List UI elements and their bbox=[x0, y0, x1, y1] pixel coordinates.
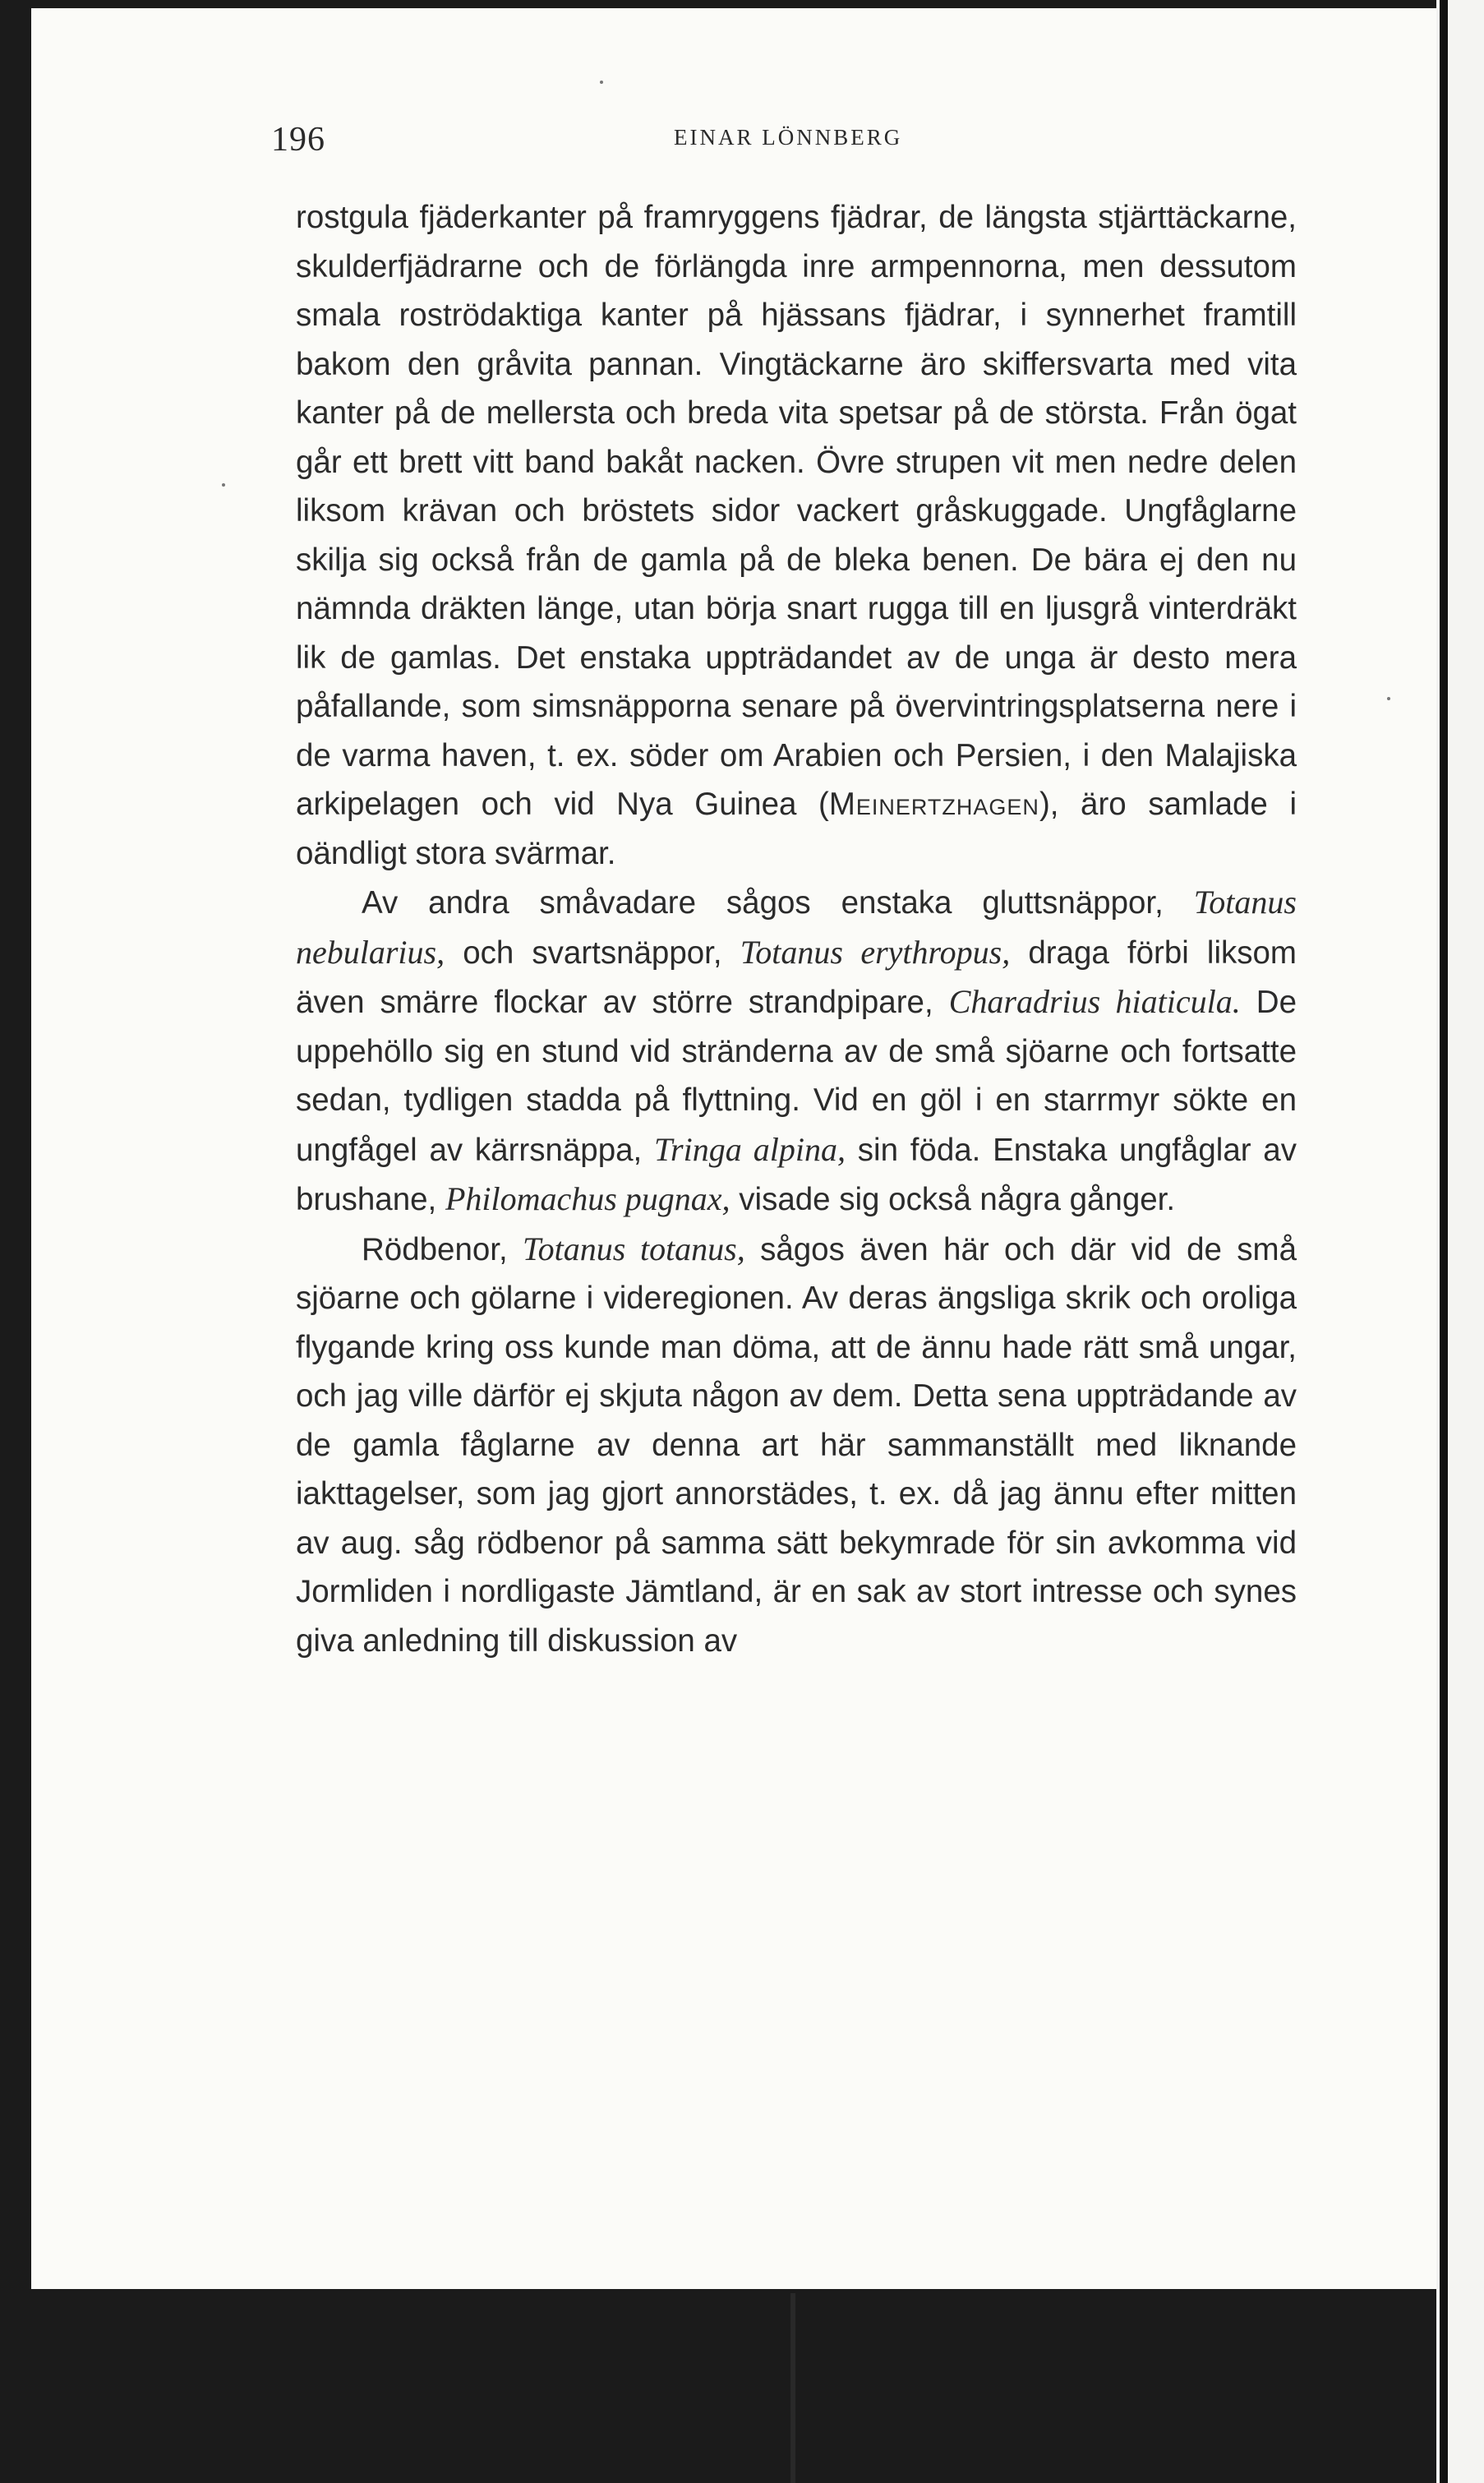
page-header bbox=[271, 115, 1175, 164]
dust-speck bbox=[600, 81, 603, 84]
scan-edge-shadow bbox=[1440, 0, 1448, 2483]
body-text bbox=[296, 193, 1297, 1665]
page-number: 196 bbox=[271, 121, 325, 159]
dust-speck bbox=[1387, 697, 1390, 700]
text-run: sågos även här och där vid de små sjöarne och gölarne i videregionen. Av deras ängsliga skrik och oroliga flygande kring oss kunde man döma, att de ännu hade rätt små ungar, och jag ville därför ej skjuta någon av dem. Detta sena uppträdande av de gamla fåglarne av denna art här sammanställt med liknande iakttagelser, som jag gjort annorstädes, t. ex. då jag ännu efter mitten av aug. såg rödbenor på samma sätt bekymrade för sin avkomma vid Jormliden i nordligaste Jämtland, är en sak av stort intresse och synes giva anledning till diskussion av bbox=[296, 1231, 1297, 1659]
dust-speck bbox=[222, 483, 225, 487]
paragraph bbox=[296, 1225, 1297, 1666]
taxon-name: Totanus nebularius, bbox=[296, 884, 1297, 971]
text-run: De uppehöllo sig en stund vid stränderna av de små sjöarne och fortsatte sedan, tydligen stadda på flyttning. Vid en göl i en starrmyr sökte en ungfågel av kärrsnäppa, bbox=[296, 985, 1297, 1168]
text-run: Av andra småvadare sågos enstaka gluttsnäppor, bbox=[362, 885, 1194, 921]
running-head: EINAR LÖNNBERG bbox=[674, 125, 903, 150]
taxon-name: Charadrius hiaticula. bbox=[948, 983, 1241, 1020]
author-name: Meinertzhagen bbox=[828, 787, 1039, 822]
taxon-name: Philomachus pugnax, bbox=[445, 1180, 730, 1217]
taxon-name: Totanus totanus, bbox=[523, 1230, 745, 1267]
text-run: Rödbenor, bbox=[362, 1231, 523, 1267]
paragraph bbox=[296, 193, 1297, 878]
text-run: sin föda. Enstaka ungfåglar av brushane, bbox=[296, 1132, 1297, 1217]
taxon-name: Totanus erythropus, bbox=[740, 933, 1011, 971]
text-run: draga förbi liksom även smärre flockar av större strandpipare, bbox=[296, 935, 1297, 1020]
text-run: och svartsnäppor, bbox=[445, 935, 740, 971]
scan-artifact bbox=[790, 2293, 795, 2483]
taxon-name: Tringa alpina, bbox=[653, 1130, 846, 1168]
paragraph bbox=[296, 878, 1297, 1225]
text-run: ), äro samlade i oändligt stora svärmar. bbox=[296, 787, 1297, 871]
text-run: visade sig också några gånger. bbox=[730, 1182, 1176, 1217]
text-run: rostgula fjäderkanter på framryggens fjädrar, de längsta stjärttäckarne, skulderfjädrarne och de förlängda inre armpennorna, men dessutom smala roströdaktiga kanter på hjässans fjädrar, i synnerhet framtill bakom den gråvita pannan. Vingtäckarne äro skiffersvarta med vita kanter på de mellersta och breda vita spetsar på de största. Från ögat går ett brett vitt band bakåt nacken. Övre strupen vit men nedre delen liksom krävan och bröstets sidor vackert gråskuggade. Ungfåglarne skilja sig också från de gamla på de bleka benen. De bära ej den nu nämnda dräkten länge, utan börja snart rugga till en ljusgrå vinterdräkt lik de gamlas. Det enstaka uppträdandet av de unga är desto mera påfallande, som simsnäpporna senare på övervintringsplatserna nere i de varma haven, t. ex. söder om Arabien och Persien, i den Malajiska arkipelagen och vid Nya Guinea ( bbox=[296, 200, 1297, 822]
